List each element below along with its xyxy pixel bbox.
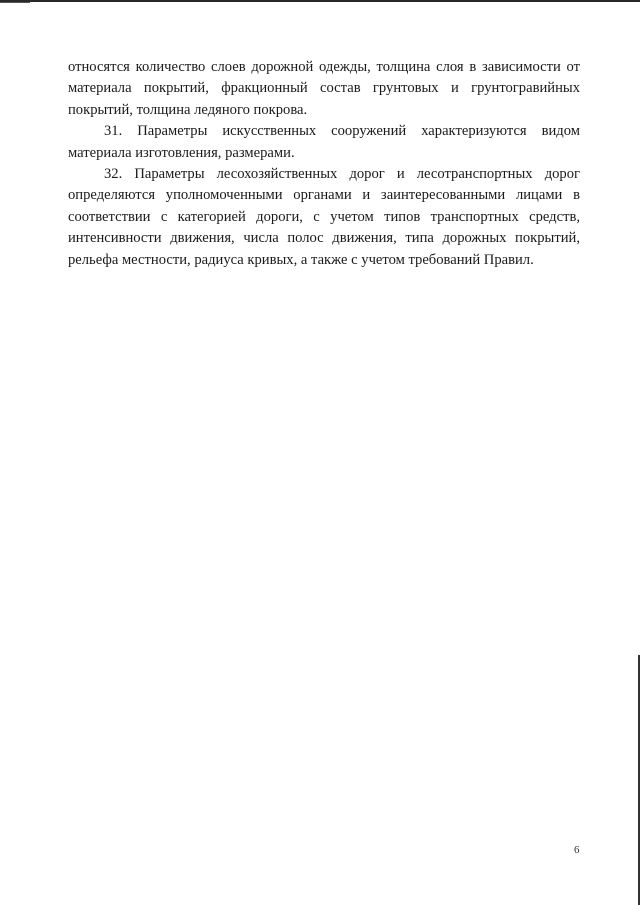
page-number: 6 <box>574 844 580 856</box>
paragraph-32: 32. Параметры лесохозяйственных дорог и лесотранспортных дорог определяются уполномоченными органами и заинтересованными лицами в соответствии с категорией дороги, с учетом типов транспортных средств, интенсивности движения, числа полос движения, типа дорожных покрытий, рельефа местности, радиуса кривых, а также с учетом требований Правил. <box>68 166 580 268</box>
paragraph-31: 31. Параметры искусственных сооружений характеризуются видом материала изготовления, размерами. <box>68 123 580 161</box>
paragraph-continuation: относятся количество слоев дорожной одежды, толщина слоя в зависимости от материала покрытий, фракционный состав грунтовых и грунтогравийных покрытий, толщина ледяного покрова. <box>68 59 580 118</box>
scan-top-edge <box>0 0 640 2</box>
document-body <box>68 57 580 271</box>
